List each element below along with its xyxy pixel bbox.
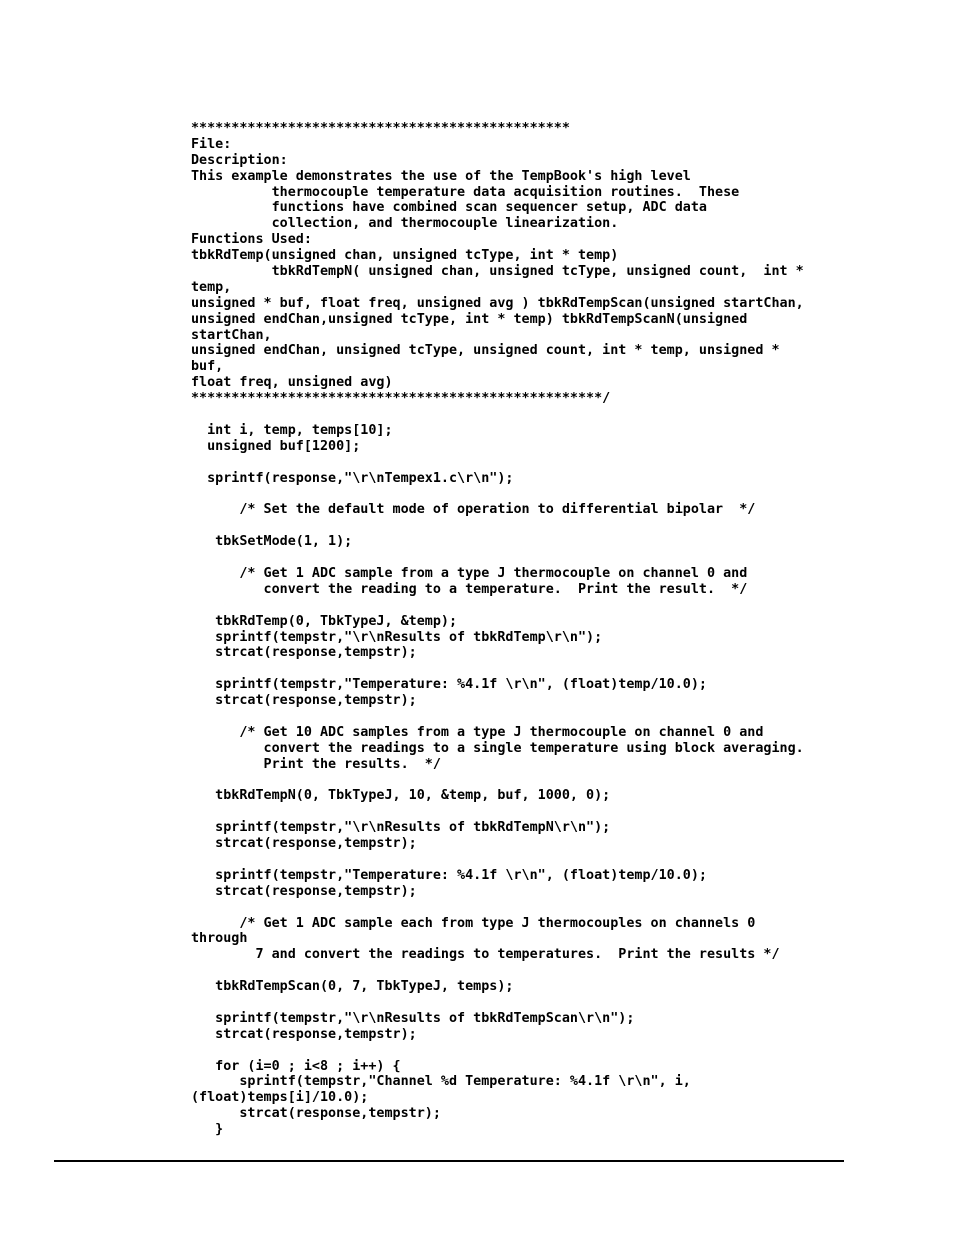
code-line: } bbox=[191, 1122, 224, 1138]
code-line: buf, bbox=[191, 359, 224, 375]
code-line: sprintf(tempstr,"Channel %d Temperature: %4.1f \r\n", i, bbox=[191, 1074, 691, 1090]
code-line bbox=[191, 995, 841, 1011]
code-line bbox=[191, 963, 841, 979]
code-line: sprintf(response,"\r\nTempex1.c\r\n"); bbox=[191, 470, 514, 486]
code-line bbox=[191, 598, 841, 614]
code-line: sprintf(tempstr,"\r\nResults of tbkRdTempN\r\n"); bbox=[191, 820, 611, 836]
code-line: strcat(response,tempstr); bbox=[191, 1106, 441, 1122]
code-line bbox=[191, 1043, 841, 1059]
code-line: temp, bbox=[191, 279, 232, 295]
code-line: This example demonstrates the use of the TempBook's high level bbox=[191, 168, 691, 184]
code-line: functions have combined scan sequencer setup, ADC data bbox=[191, 200, 707, 216]
code-line bbox=[191, 455, 841, 471]
code-line: strcat(response,tempstr); bbox=[191, 1026, 417, 1042]
code-line: strcat(response,tempstr); bbox=[191, 836, 417, 852]
code-line: tbkRdTemp(unsigned chan, unsigned tcType, int * temp) bbox=[191, 248, 619, 264]
code-line: strcat(response,tempstr); bbox=[191, 645, 417, 661]
code-line: tbkRdTemp(0, TbkTypeJ, &temp); bbox=[191, 613, 458, 629]
code-line: sprintf(tempstr,"Temperature: %4.1f \r\n", (float)temp/10.0); bbox=[191, 867, 707, 883]
code-line: unsigned endChan,unsigned tcType, int * temp) tbkRdTempScanN(unsigned bbox=[191, 311, 748, 327]
code-line bbox=[191, 709, 841, 725]
code-line bbox=[191, 407, 841, 423]
code-line: float freq, unsigned avg) bbox=[191, 375, 393, 391]
code-line: collection, and thermocouple linearization. bbox=[191, 216, 619, 232]
code-line: convert the reading to a temperature. Print the result. */ bbox=[191, 581, 748, 597]
code-line: ***************************************************/ bbox=[191, 391, 611, 407]
code-line bbox=[191, 550, 841, 566]
code-line: sprintf(tempstr,"Temperature: %4.1f \r\n", (float)temp/10.0); bbox=[191, 677, 707, 693]
code-line: strcat(response,tempstr); bbox=[191, 693, 417, 709]
code-line: sprintf(tempstr,"\r\nResults of tbkRdTempScan\r\n"); bbox=[191, 1010, 635, 1026]
code-line bbox=[191, 852, 841, 868]
code-line: *********************************************** bbox=[191, 121, 570, 136]
code-line: startChan, bbox=[191, 327, 272, 343]
code-line bbox=[191, 486, 841, 502]
code-line: /* Get 1 ADC sample from a type J thermocouple on channel 0 and bbox=[191, 565, 748, 581]
code-line: File: bbox=[191, 136, 232, 152]
code-line: tbkRdTempN( unsigned chan, unsigned tcType, unsigned count, int * bbox=[191, 264, 804, 280]
code-line: unsigned endChan, unsigned tcType, unsigned count, int * temp, unsigned * bbox=[191, 343, 780, 359]
code-line: unsigned buf[1200]; bbox=[191, 438, 361, 454]
code-line: convert the readings to a single temperature using block averaging. bbox=[191, 740, 804, 756]
code-line: for (i=0 ; i<8 ; i++) { bbox=[191, 1058, 401, 1074]
footer-rule bbox=[54, 1160, 844, 1162]
code-line bbox=[191, 773, 841, 789]
code-line: unsigned * buf, float freq, unsigned avg ) tbkRdTempScan(unsigned startChan, bbox=[191, 295, 804, 311]
code-line: int i, temp, temps[10]; bbox=[191, 422, 393, 438]
code-line bbox=[191, 661, 841, 677]
code-line: Functions Used: bbox=[191, 232, 312, 248]
code-line: /* Set the default mode of operation to differential bipolar */ bbox=[191, 502, 756, 518]
code-line: Description: bbox=[191, 152, 288, 168]
code-line: sprintf(tempstr,"\r\nResults of tbkRdTemp\r\n"); bbox=[191, 629, 603, 645]
code-line bbox=[191, 518, 841, 534]
code-line: (float)temps[i]/10.0); bbox=[191, 1090, 369, 1106]
code-line: /* Get 10 ADC samples from a type J thermocouple on channel 0 and bbox=[191, 724, 764, 740]
code-line: /* Get 1 ADC sample each from type J thermocouples on channels 0 bbox=[191, 915, 756, 931]
code-line: Print the results. */ bbox=[191, 756, 441, 772]
code-listing bbox=[191, 121, 841, 1138]
code-line bbox=[191, 804, 841, 820]
code-line: through bbox=[191, 931, 248, 947]
code-line: tbkRdTempN(0, TbkTypeJ, 10, &temp, buf, 1000, 0); bbox=[191, 788, 611, 804]
code-line: 7 and convert the readings to temperatures. Print the results */ bbox=[191, 947, 780, 963]
code-line bbox=[191, 900, 841, 916]
code-line: tbkRdTempScan(0, 7, TbkTypeJ, temps); bbox=[191, 979, 514, 995]
code-line: strcat(response,tempstr); bbox=[191, 883, 417, 899]
code-line: thermocouple temperature data acquisition routines. These bbox=[191, 184, 740, 200]
code-line: tbkSetMode(1, 1); bbox=[191, 534, 353, 550]
